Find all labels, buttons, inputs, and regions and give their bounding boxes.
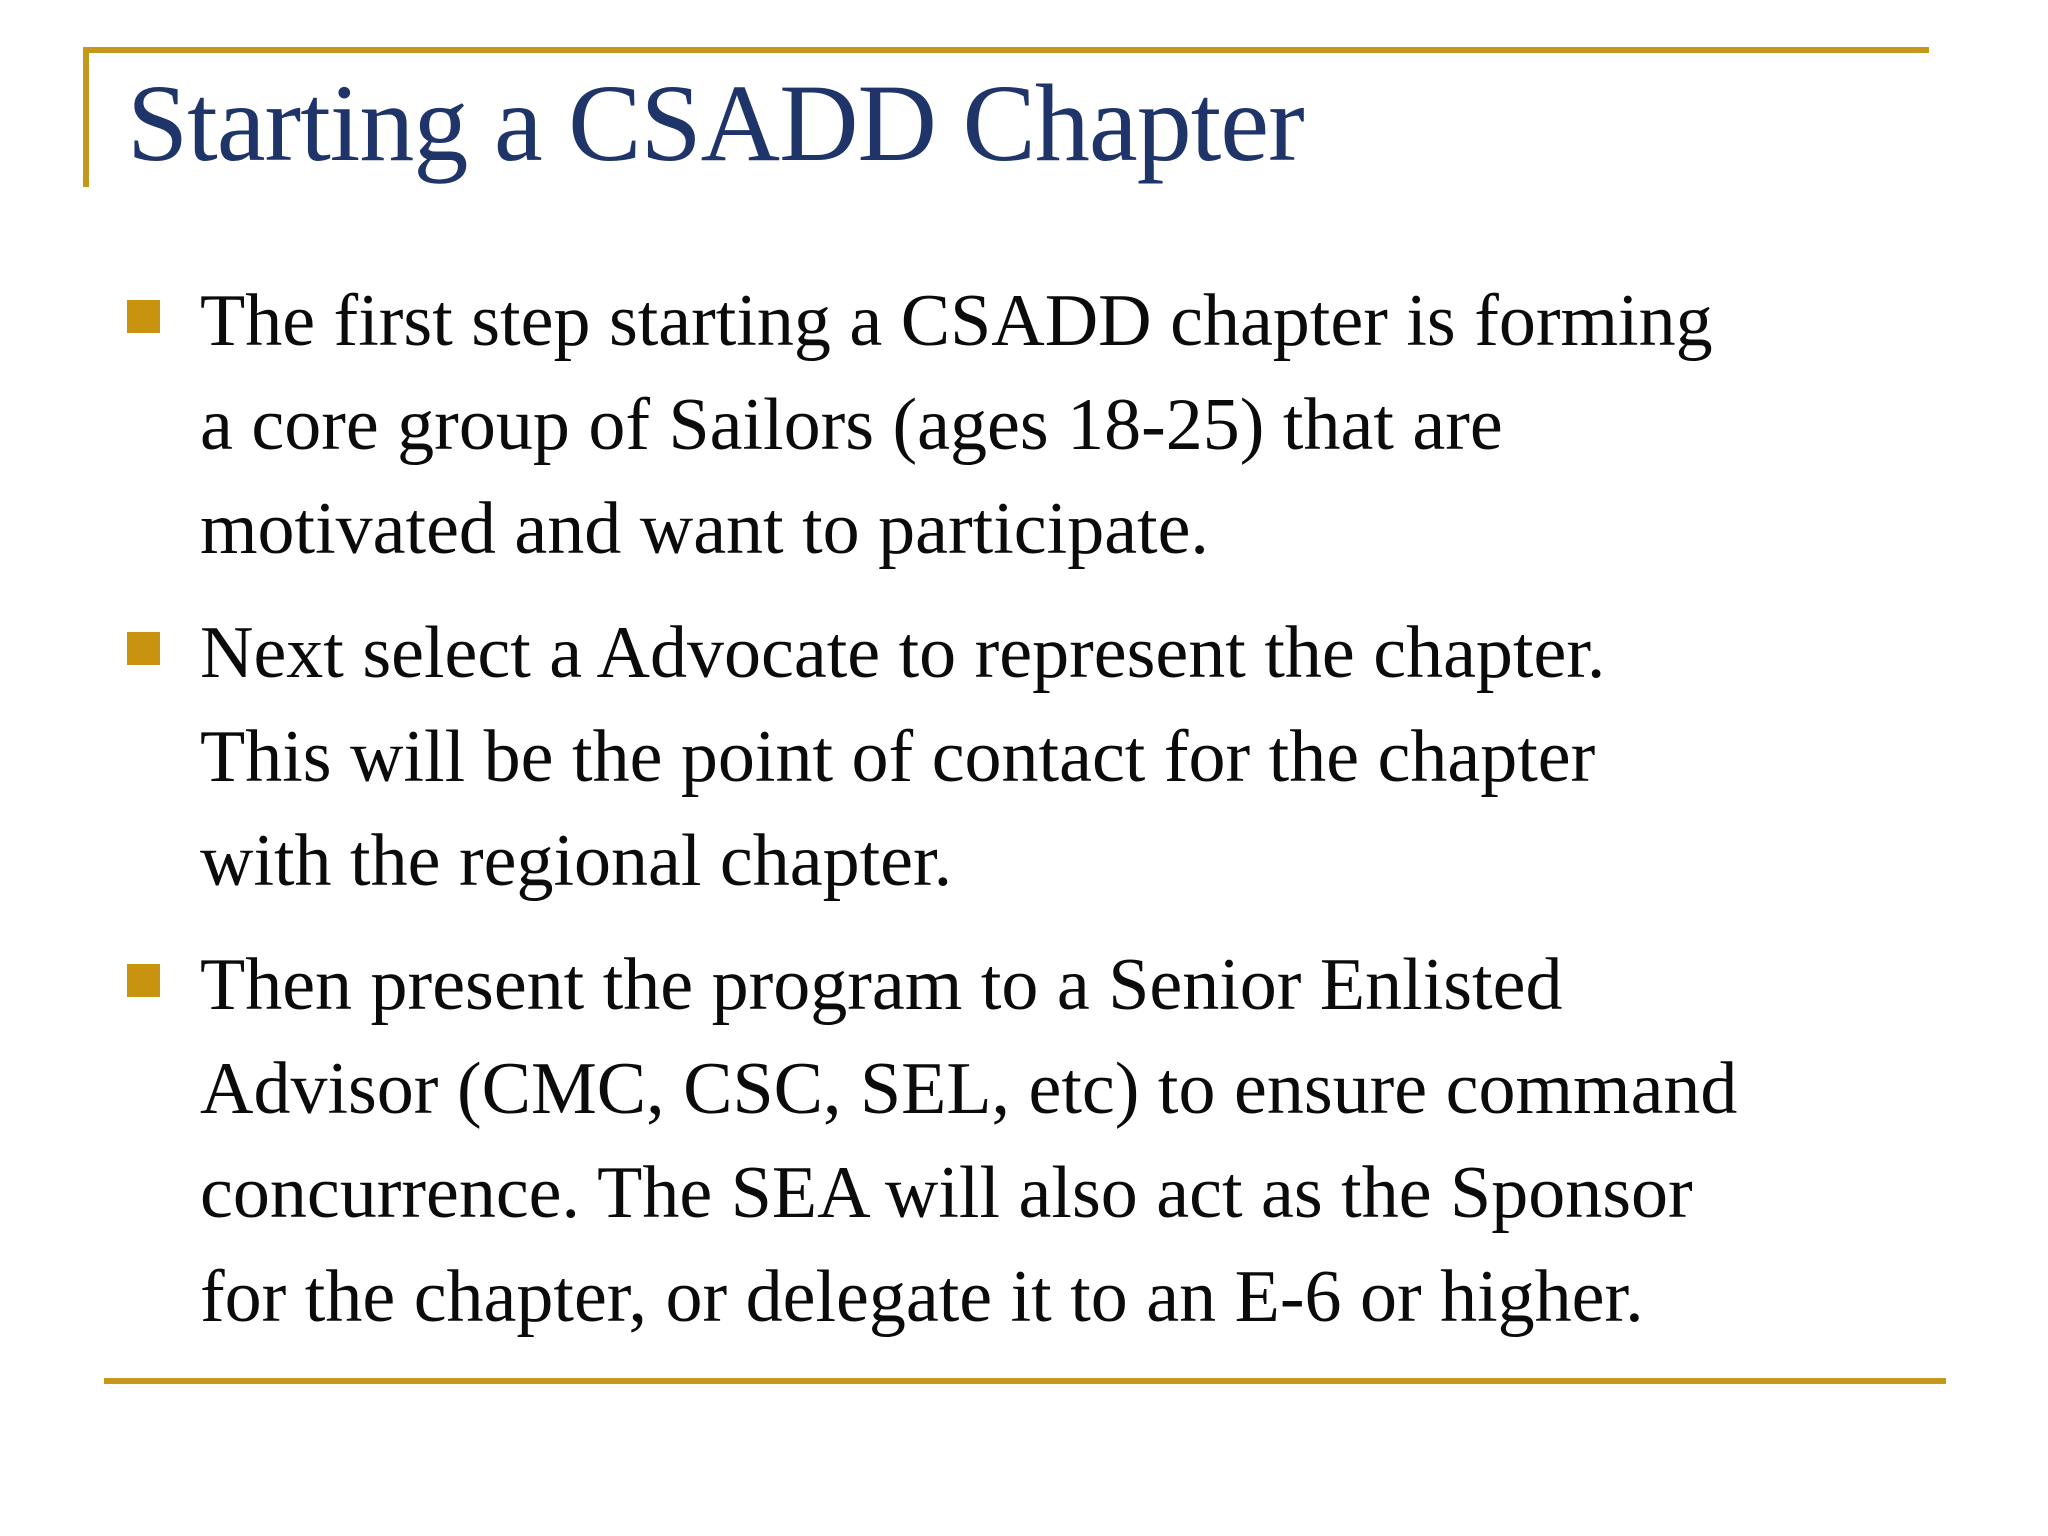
- bullet-line: This will be the point of contact for the chapter: [200, 716, 1596, 798]
- bottom-accent-line: [104, 1378, 1946, 1384]
- list-item: [127, 601, 1957, 913]
- bullet-line: concurrence. The SEA will also act as the Sponsor: [200, 1152, 1693, 1234]
- bullet-line: The first step starting a CSADD chapter is forming: [200, 280, 1713, 362]
- bullet-line: for the chapter, or delegate it to an E-6 or higher.: [200, 1256, 1644, 1338]
- bullet-line: with the regional chapter.: [200, 820, 953, 902]
- bullet-line: Then present the program to a Senior Enlisted: [200, 944, 1563, 1026]
- bullet-line: a core group of Sailors (ages 18-25) that are: [200, 384, 1503, 466]
- title-accent-tick: [83, 47, 89, 187]
- bullet-square-icon: [127, 632, 160, 665]
- bullet-line: Advisor (CMC, CSC, SEL, etc) to ensure command: [200, 1048, 1738, 1130]
- list-item: [127, 269, 1957, 581]
- bullet-square-icon: [127, 964, 160, 997]
- list-item: [127, 933, 1957, 1349]
- bullet-line: motivated and want to participate.: [200, 488, 1209, 570]
- slide-title: Starting a CSADD Chapter: [127, 62, 1304, 184]
- bullet-list: [127, 269, 1957, 1369]
- bullet-line: Next select a Advocate to represent the chapter.: [200, 612, 1606, 694]
- top-accent-line: [83, 47, 1929, 53]
- bullet-square-icon: [127, 300, 160, 333]
